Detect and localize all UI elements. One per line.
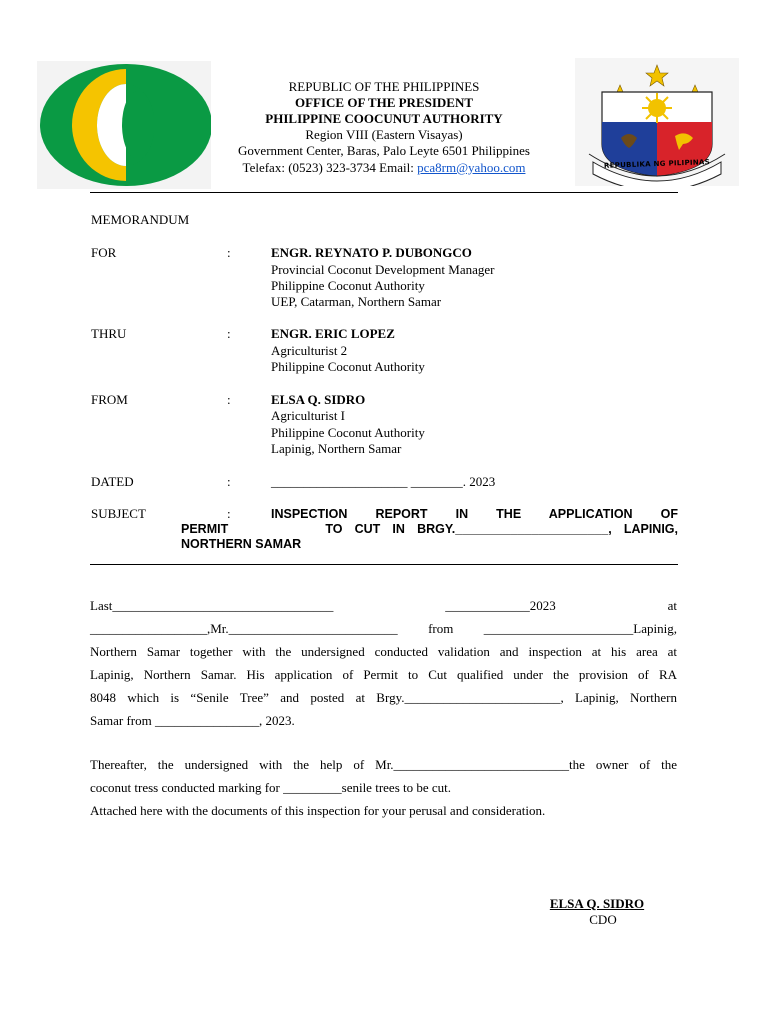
for-colon: : xyxy=(227,245,231,260)
from-label: FROM xyxy=(91,392,128,407)
header-contact xyxy=(200,160,568,176)
thru-position: Agriculturist 2 xyxy=(271,343,348,358)
subject-colon: : xyxy=(227,506,231,521)
from-name: ELSA Q. SIDRO xyxy=(271,392,366,407)
for-agency: Philippine Coconut Authority xyxy=(271,278,425,293)
subject-divider xyxy=(90,564,678,565)
header-office: OFFICE OF THE PRESIDENT xyxy=(294,95,474,110)
header-authority: PHILIPPINE COOCUNUT AUTHORITY xyxy=(265,111,503,126)
dated-colon: : xyxy=(227,474,231,489)
pca-logo-icon xyxy=(37,61,211,189)
for-name: ENGR. REYNATO P. DUBONGCO xyxy=(271,245,472,260)
from-agency: Philippine Coconut Authority xyxy=(271,425,425,440)
dated-value: _____________________ ________. 2023 xyxy=(271,474,496,489)
for-position: Provincial Coconut Development Manager xyxy=(271,262,495,277)
para1-line1: Last__________________________________ _____________2023 at xyxy=(90,598,677,613)
para2-line1: Thereafter, the undersigned with the help of Mr.___________________________the owner of the xyxy=(90,757,677,772)
subject-label: SUBJECT xyxy=(91,506,146,521)
thru-agency: Philippine Coconut Authority xyxy=(271,359,425,374)
from-colon: : xyxy=(227,392,231,407)
for-label: FOR xyxy=(91,245,117,260)
thru-name: ENGR. ERIC LOPEZ xyxy=(271,326,395,341)
subject-line-1: INSPECTION REPORT IN THE APPLICATION OF xyxy=(271,507,678,521)
header-address: Government Center, Baras, Palo Leyte 6501 Philippines xyxy=(238,143,530,158)
memo-title: MEMORANDUM xyxy=(91,212,190,227)
for-address: UEP, Catarman, Northern Samar xyxy=(271,294,442,309)
para1-line5: 8048 which is “Senile Tree” and posted at Brgy.________________________, Lapinig, Northern xyxy=(90,690,677,705)
header-divider xyxy=(90,192,678,193)
seal-motto: REPUBLIKA NG PILIPINAS xyxy=(603,158,711,170)
para1-line2: __________________,Mr.__________________________ from _______________________Lapinig, xyxy=(90,621,677,636)
from-position: Agriculturist I xyxy=(271,408,346,423)
thru-label: THRU xyxy=(91,326,127,341)
email-link[interactable]: pca8rm@yahoo.com xyxy=(417,160,526,175)
subject-line-3: NORTHERN SAMAR xyxy=(181,537,302,551)
header-republic: REPUBLIC OF THE PHILIPPINES xyxy=(288,79,480,94)
para2-line2: coconut tress conducted marking for _________senile trees to be cut. xyxy=(90,780,452,795)
dated-label: DATED xyxy=(91,474,134,489)
pca-logo xyxy=(37,61,211,189)
header-region: Region VIII (Eastern Visayas) xyxy=(305,127,463,142)
para1-line3: Northern Samar together with the undersigned conducted validation and inspection at his area at xyxy=(90,644,677,659)
para1-line6: Samar from ________________, 2023. xyxy=(90,713,295,728)
signature-name: ELSA Q. SIDRO xyxy=(549,896,645,911)
thru-colon: : xyxy=(227,326,231,341)
para3: Attached here with the documents of this inspection for your perusal and consideration. xyxy=(90,803,546,818)
para1-line4: Lapinig, Northern Samar. His application of Permit to Cut qualified under the provision of RA xyxy=(90,667,677,682)
signature-title: CDO xyxy=(589,912,617,927)
subject-line-2: PERMIT TO CUT IN BRGY.______________________, LAPINIG, xyxy=(181,522,678,536)
header-telefax: Telefax: (0523) 323-3734 Email: xyxy=(242,160,418,175)
from-address: Lapinig, Northern Samar xyxy=(271,441,402,456)
